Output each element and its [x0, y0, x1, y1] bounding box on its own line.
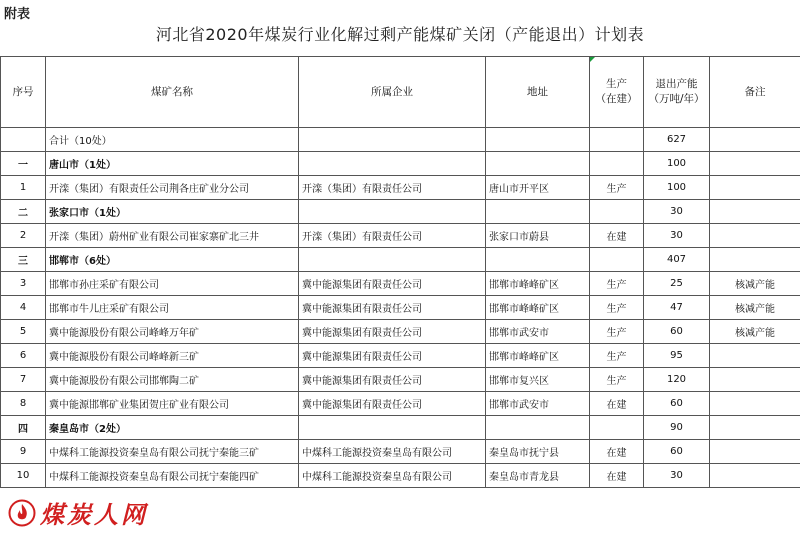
- row-seq: 7: [1, 368, 46, 392]
- region-row-tangshan: [1, 152, 800, 176]
- row-capacity: 60: [644, 320, 710, 344]
- region-address: [486, 248, 590, 272]
- row-company: 冀中能源集团有限责任公司: [299, 392, 486, 416]
- header-capacity-line1: 退出产能: [655, 78, 698, 90]
- region-company: [299, 416, 486, 440]
- region-capacity: 30: [644, 200, 710, 224]
- total-label: 合计（10处）: [46, 128, 299, 152]
- row-capacity: 30: [644, 224, 710, 248]
- row-remark: 核减产能: [710, 296, 800, 320]
- header-row: [1, 57, 800, 128]
- total-status: [590, 128, 644, 152]
- total-row: [1, 128, 800, 152]
- row-remark: [710, 464, 800, 488]
- row-seq: 8: [1, 392, 46, 416]
- row-remark: [710, 440, 800, 464]
- row-mine: 中煤科工能源投资秦皇岛有限公司抚宁秦能三矿: [46, 440, 299, 464]
- cell-comment-marker: [590, 57, 595, 62]
- region-company: [299, 200, 486, 224]
- header-capacity-line2: （万吨/年）: [648, 93, 705, 105]
- header-remark: 备注: [710, 57, 800, 128]
- region-row-zhangjiakou: [1, 200, 800, 224]
- total-capacity: 627: [644, 128, 710, 152]
- row-address: 唐山市开平区: [486, 176, 590, 200]
- row-address: 张家口市蔚县: [486, 224, 590, 248]
- row-company: 开滦（集团）有限责任公司: [299, 176, 486, 200]
- table-row: [1, 272, 800, 296]
- total-address: [486, 128, 590, 152]
- table-row: [1, 392, 800, 416]
- row-capacity: 25: [644, 272, 710, 296]
- row-mine: 冀中能源股份有限公司峰峰新三矿: [46, 344, 299, 368]
- row-capacity: 60: [644, 440, 710, 464]
- table-row: [1, 440, 800, 464]
- row-status: 在建: [590, 392, 644, 416]
- row-status: 生产: [590, 320, 644, 344]
- row-address: 邯郸市峰峰矿区: [486, 296, 590, 320]
- row-company: 中煤科工能源投资秦皇岛有限公司: [299, 464, 486, 488]
- region-capacity: 100: [644, 152, 710, 176]
- region-address: [486, 200, 590, 224]
- region-seq: 三: [1, 248, 46, 272]
- region-name: 秦皇岛市（2处）: [46, 416, 299, 440]
- annex-label: 附表: [4, 7, 31, 22]
- region-capacity: 90: [644, 416, 710, 440]
- row-capacity: 60: [644, 392, 710, 416]
- row-address: 秦皇岛市青龙县: [486, 464, 590, 488]
- watermark-text: 煤炭人网: [40, 500, 148, 529]
- region-remark: [710, 416, 800, 440]
- header-status-line1: 生产: [606, 78, 627, 90]
- row-company: 开滦（集团）有限责任公司: [299, 224, 486, 248]
- region-seq: 一: [1, 152, 46, 176]
- region-remark: [710, 200, 800, 224]
- row-address: 邯郸市武安市: [486, 392, 590, 416]
- region-capacity: 407: [644, 248, 710, 272]
- header-address: 地址: [486, 57, 590, 128]
- region-row-handan: [1, 248, 800, 272]
- region-address: [486, 152, 590, 176]
- row-address: 邯郸市峰峰矿区: [486, 344, 590, 368]
- row-seq: 4: [1, 296, 46, 320]
- header-status-line2: （在建）: [595, 93, 638, 105]
- row-address: 邯郸市复兴区: [486, 368, 590, 392]
- row-seq: 6: [1, 344, 46, 368]
- table-row: [1, 224, 800, 248]
- row-status: 在建: [590, 464, 644, 488]
- row-seq: 3: [1, 272, 46, 296]
- row-mine: 开滦（集团）有限责任公司荆各庄矿业分公司: [46, 176, 299, 200]
- table-row: [1, 320, 800, 344]
- row-status: 在建: [590, 440, 644, 464]
- row-company: 冀中能源集团有限责任公司: [299, 344, 486, 368]
- row-capacity: 47: [644, 296, 710, 320]
- region-row-qinhuangdao: [1, 416, 800, 440]
- table-row: [1, 176, 800, 200]
- row-address: 邯郸市峰峰矿区: [486, 272, 590, 296]
- region-status: [590, 248, 644, 272]
- table-row: [1, 368, 800, 392]
- capacity-exit-table: [0, 56, 800, 488]
- region-name: 张家口市（1处）: [46, 200, 299, 224]
- row-seq: 2: [1, 224, 46, 248]
- row-mine: 冀中能源股份有限公司峰峰万年矿: [46, 320, 299, 344]
- row-company: 中煤科工能源投资秦皇岛有限公司: [299, 440, 486, 464]
- row-mine: 中煤科工能源投资秦皇岛有限公司抚宁秦能四矿: [46, 464, 299, 488]
- total-seq: [1, 128, 46, 152]
- row-status: 生产: [590, 296, 644, 320]
- region-remark: [710, 248, 800, 272]
- row-remark: 核减产能: [710, 320, 800, 344]
- row-seq: 9: [1, 440, 46, 464]
- row-status: 生产: [590, 272, 644, 296]
- header-mine-name: 煤矿名称: [46, 57, 299, 128]
- header-company: 所属企业: [299, 57, 486, 128]
- region-name: 邯郸市（6处）: [46, 248, 299, 272]
- region-status: [590, 200, 644, 224]
- row-seq: 1: [1, 176, 46, 200]
- header-status: [590, 57, 644, 128]
- region-seq: 二: [1, 200, 46, 224]
- row-remark: [710, 344, 800, 368]
- page-title: 河北省2020年煤炭行业化解过剩产能煤矿关闭（产能退出）计划表: [155, 25, 645, 44]
- region-seq: 四: [1, 416, 46, 440]
- row-remark: [710, 224, 800, 248]
- row-remark: [710, 176, 800, 200]
- row-capacity: 120: [644, 368, 710, 392]
- total-company: [299, 128, 486, 152]
- row-capacity: 30: [644, 464, 710, 488]
- table-row: [1, 296, 800, 320]
- row-mine: 冀中能源股份有限公司邯郸陶二矿: [46, 368, 299, 392]
- row-remark: [710, 368, 800, 392]
- row-company: 冀中能源集团有限责任公司: [299, 272, 486, 296]
- header-capacity: [644, 57, 710, 128]
- row-address: 秦皇岛市抚宁县: [486, 440, 590, 464]
- watermark: [6, 493, 154, 532]
- row-mine: 邯郸市牛儿庄采矿有限公司: [46, 296, 299, 320]
- region-status: [590, 152, 644, 176]
- row-seq: 10: [1, 464, 46, 488]
- region-company: [299, 248, 486, 272]
- table-row: [1, 344, 800, 368]
- region-company: [299, 152, 486, 176]
- row-status: 生产: [590, 368, 644, 392]
- row-capacity: 95: [644, 344, 710, 368]
- row-remark: [710, 392, 800, 416]
- row-company: 冀中能源集团有限责任公司: [299, 296, 486, 320]
- table-row: [1, 464, 800, 488]
- row-mine: 邯郸市孙庄采矿有限公司: [46, 272, 299, 296]
- row-address: 邯郸市武安市: [486, 320, 590, 344]
- row-mine: 冀中能源邯郸矿业集团贺庄矿业有限公司: [46, 392, 299, 416]
- region-remark: [710, 152, 800, 176]
- header-seq: 序号: [1, 57, 46, 128]
- total-remark: [710, 128, 800, 152]
- row-seq: 5: [1, 320, 46, 344]
- coal-flame-logo-icon: [8, 499, 36, 527]
- row-company: 冀中能源集团有限责任公司: [299, 368, 486, 392]
- row-capacity: 100: [644, 176, 710, 200]
- row-mine: 开滦（集团）蔚州矿业有限公司崔家寨矿北三井: [46, 224, 299, 248]
- row-status: 生产: [590, 176, 644, 200]
- row-status: 在建: [590, 224, 644, 248]
- region-address: [486, 416, 590, 440]
- region-name: 唐山市（1处）: [46, 152, 299, 176]
- row-remark: 核减产能: [710, 272, 800, 296]
- row-company: 冀中能源集团有限责任公司: [299, 320, 486, 344]
- row-status: 生产: [590, 344, 644, 368]
- region-status: [590, 416, 644, 440]
